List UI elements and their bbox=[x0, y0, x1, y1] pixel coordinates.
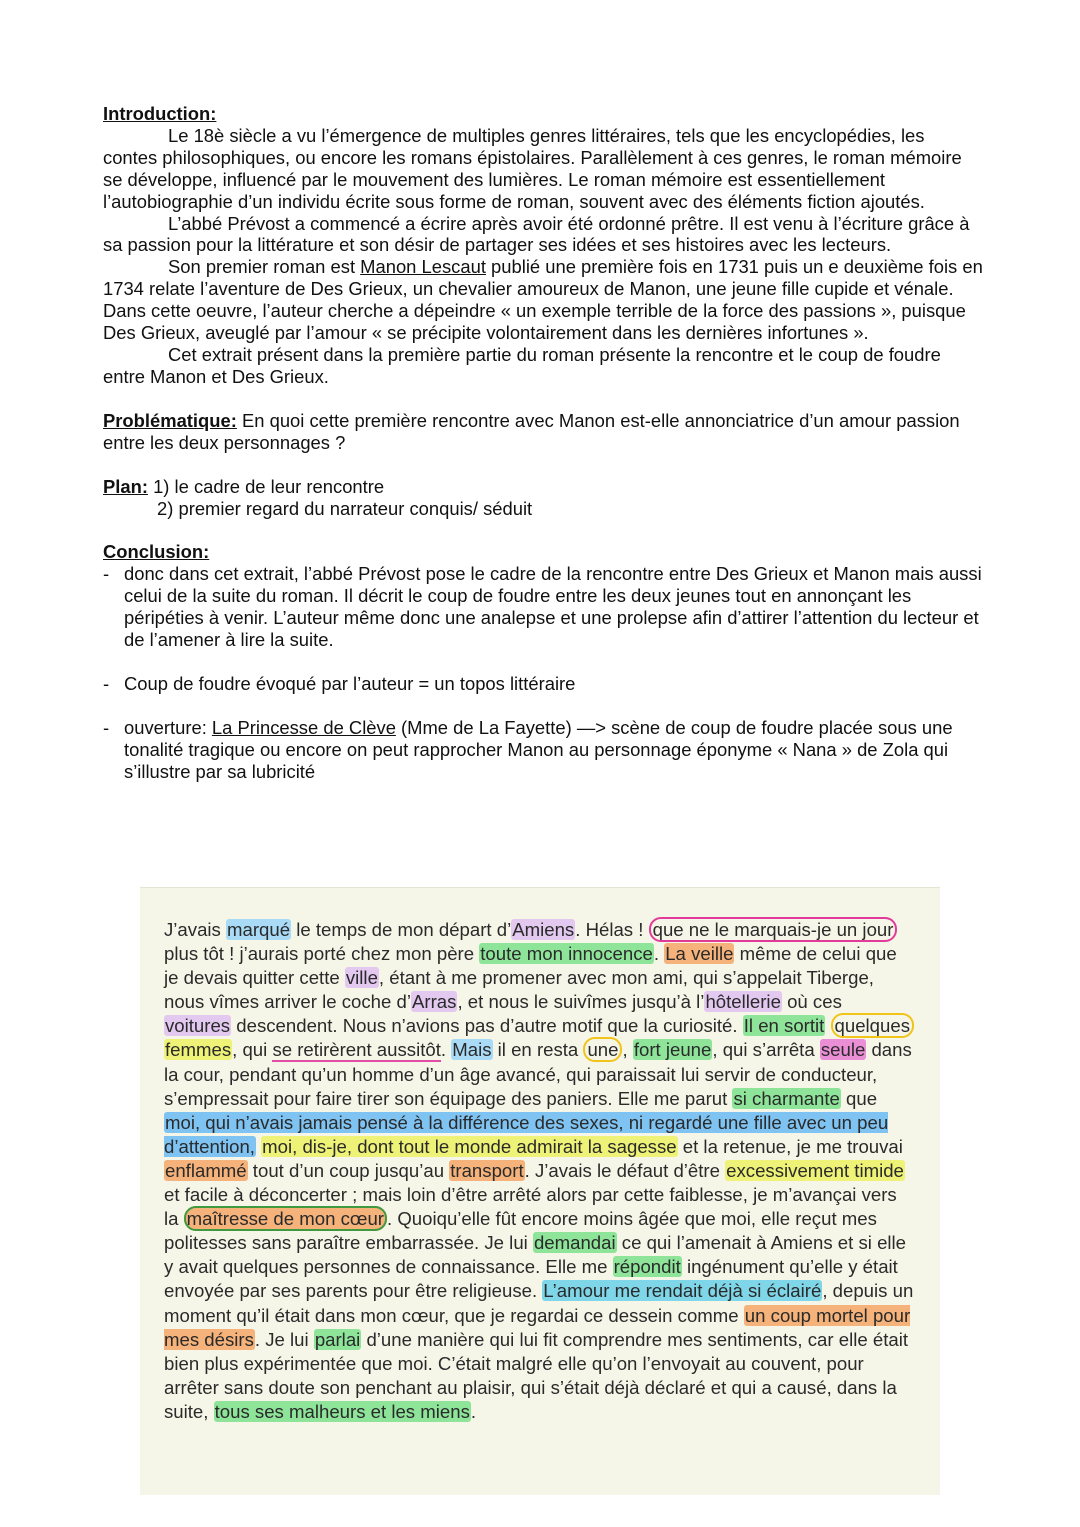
bullet-dash: - bbox=[103, 672, 110, 694]
conclusion-bullet-1-text: donc dans cet extrait, l’abbé Prévost pose le cadre de la rencontre entre Des Grieux et Manon mais aussi celui de la suite du roman. Il décrit le coup de foudre entre les deux jeunes tout en annonçant les péripéties à venir. L’auteur même donc une analepse et une prolepse afin d’attirer l’attention du lecteur et de l’amener à lire la suite. bbox=[124, 563, 982, 651]
excerpt-run: . bbox=[470, 1400, 477, 1422]
excerpt-run: où ces bbox=[781, 991, 842, 1013]
excerpt-run: . J’avais le défaut d’être bbox=[524, 1159, 726, 1181]
excerpt-highlight: demandai bbox=[533, 1232, 616, 1254]
conclusion-bullet-1 bbox=[103, 563, 983, 651]
bullet-dash: - bbox=[103, 563, 110, 585]
excerpt-highlight: La veille bbox=[665, 943, 734, 965]
excerpt-highlight: seule bbox=[820, 1039, 866, 1061]
excerpt-highlight: Mais bbox=[452, 1039, 492, 1061]
excerpt-run: et facile à déconcerter ; mais loin d’être arrêté alors par cette faiblesse, je m’avançai vers la bbox=[164, 1184, 897, 1230]
conclusion-bullet-3 bbox=[103, 717, 983, 783]
excerpt-highlight: parlai bbox=[314, 1328, 361, 1350]
excerpt-run: dans la cour, pendant qu’un homme d’un âge avancé, qui paraissait lui servir de conducteur, s’empressait pour faire tirer son équipage des paniers. Elle me parut bbox=[164, 1039, 912, 1109]
annotated-excerpt-box bbox=[140, 887, 940, 1495]
excerpt-highlight: Il en sortit bbox=[743, 1015, 825, 1037]
excerpt-run: , et nous le suivîmes jusqu’à l’ bbox=[457, 991, 705, 1013]
excerpt-run: et la retenue, je me trouvai bbox=[677, 1135, 903, 1157]
excerpt-run: ce qui l’amenait à Amiens et si elle y avait quelques personnes de connaissance. Elle me bbox=[164, 1232, 907, 1278]
bullet-dash: - bbox=[103, 716, 110, 738]
excerpt-circled-word: une bbox=[583, 1037, 622, 1062]
plan-item-2: 2) premier regard du narrateur conquis/ séduit bbox=[157, 497, 533, 519]
excerpt-run: . bbox=[440, 1039, 452, 1061]
excerpt-highlight: Amiens bbox=[512, 919, 575, 940]
excerpt-run: . Je lui bbox=[254, 1328, 314, 1350]
excerpt-highlight: toute mon innocence bbox=[480, 943, 653, 965]
excerpt-run: plus tôt ! bbox=[164, 943, 240, 965]
excerpt-highlight: un coup mortel pour mes désirs bbox=[164, 1304, 911, 1350]
notes-page bbox=[103, 103, 983, 783]
excerpt-highlight: L’amour me rendait déjà si éclairé bbox=[543, 1280, 822, 1302]
excerpt-run: , depuis un moment qu’il était dans mon cœur, que je regardai ce dessein comme bbox=[164, 1280, 914, 1326]
excerpt-run: j’aurais porté chez mon père bbox=[239, 943, 480, 965]
excerpt-run: , qui bbox=[232, 1039, 273, 1061]
introduction-heading: Introduction: bbox=[103, 103, 217, 124]
intro-paragraph-3-end: publié une première fois en 1731 puis un e deuxième fois en 1734 relate l’aventure de Des Grieux, un chevalier amoureux de Manon, une jeune fille cupide et vénale. Dans cette oeuvre, l’auteur cherche a dépeindre « un exemple terrible de la force des passions », puisque Des Grieux, aveuglé par l’amour « se précipite volontairement dans les dernières infortunes ». bbox=[103, 256, 983, 344]
excerpt-run: , bbox=[622, 1039, 633, 1061]
excerpt-run: que bbox=[840, 1087, 878, 1109]
book-title-manon-lescaut: Manon Lescaut bbox=[360, 256, 486, 278]
excerpt-run: descendent. Nous n’avions pas d’autre motif que la curiosité. bbox=[231, 1015, 743, 1037]
excerpt-highlight: transport bbox=[450, 1159, 524, 1181]
intro-paragraph-4: Cet extrait présent dans la première partie du roman présente la rencontre et le coup de foudre entre Manon et Des Grieux. bbox=[103, 343, 941, 387]
conclusion-bullet-2-text: Coup de foudre évoqué par l’auteur = un topos littéraire bbox=[124, 672, 576, 694]
problematique-text: En quoi cette première rencontre avec Manon est-elle annonciatrice d’un amour passion entre les deux personnages ? bbox=[103, 409, 960, 453]
excerpt-circled-highlight: maîtresse de mon cœur bbox=[184, 1206, 387, 1231]
conclusion-bullet-2 bbox=[103, 673, 983, 695]
excerpt-run: tout d’un coup jusqu’au bbox=[247, 1159, 450, 1181]
problematique bbox=[103, 410, 983, 454]
excerpt-run: . Quoiqu’elle fût encore moins âgée que moi, elle reçut mes politesses sans paraître embarrassée. Je lui bbox=[164, 1208, 877, 1254]
intro-paragraph-2: L’abbé Prévost a commencé a écrire après avoir été ordonné prêtre. Il est venu à l’écriture grâce à sa passion pour la littérature et son désir de partager ses idées et ses histoires avec les lecteurs. bbox=[103, 212, 970, 256]
conclusion-heading: Conclusion: bbox=[103, 541, 210, 563]
intro-paragraph-1: Le 18è siècle a vu l’émergence de multiples genres littéraires, tels que les encyclopédies, les contes philosophiques, ou encore les romans épistolaires. Parallèlement à ces genres, le roman mémoire se développe, influencé par le mouvement des lumières. Le roman mémoire est essentiellement l’autobiographie d’un individu écrite sous forme de roman, souvent avec des éléments fiction ajoutés. bbox=[103, 124, 962, 212]
excerpt-run: ingénument qu’elle y était envoyée par ses parents pour être religieuse. bbox=[164, 1256, 898, 1302]
excerpt-highlight: répondit bbox=[613, 1256, 681, 1278]
excerpt-text bbox=[164, 918, 914, 1424]
excerpt-run: J’avais bbox=[164, 919, 227, 940]
conclusion-list bbox=[103, 563, 983, 782]
excerpt-circled-word: quelques bbox=[831, 1013, 914, 1038]
intro-paragraph-3 bbox=[103, 256, 983, 344]
excerpt-underlined-phrase: se retirèrent aussitôt bbox=[272, 1039, 441, 1061]
book-title-princesse-de-cleves: La Princesse de Clève bbox=[211, 716, 396, 738]
excerpt-run: . bbox=[653, 943, 665, 965]
excerpt-highlight: ville bbox=[345, 967, 378, 989]
excerpt-highlight: fort jeune bbox=[633, 1039, 712, 1061]
excerpt-run bbox=[825, 1015, 830, 1036]
excerpt-run: , étant à me promener avec mon ami, qui s’appelait Tiberge, nous vîmes arriver le coche d’ bbox=[164, 967, 874, 1013]
conclusion-bullet-3-start: ouverture: bbox=[124, 716, 212, 738]
plan bbox=[103, 476, 983, 498]
excerpt-highlight: marqué bbox=[227, 919, 291, 940]
excerpt-run: , qui s’arrêta bbox=[712, 1039, 820, 1061]
excerpt-highlight: tous ses malheurs et les miens bbox=[214, 1400, 470, 1422]
excerpt-highlight: si charmante bbox=[733, 1087, 840, 1109]
excerpt-highlight: moi, qui n’avais jamais pensé à la différence des sexes, ni regardé une fille avec un peu d’attention, bbox=[164, 1111, 889, 1157]
excerpt-run: le temps de mon départ d’ bbox=[291, 919, 512, 940]
problematique-label: Problématique: bbox=[103, 409, 237, 431]
excerpt-run: . Hélas ! bbox=[575, 919, 649, 940]
excerpt-run: d’une manière qui lui fit comprendre mes sentiments, car elle était bien plus expérimentée que moi. C’était malgré elle qu’on l’envoyait au couvent, pour arrêter sans doute son penchant au plaisir, qui s’était déjà déclaré et qui a causé, dans la suite, bbox=[164, 1328, 909, 1422]
excerpt-circled-phrase: que ne le marquais-je un jour bbox=[649, 917, 898, 942]
intro-paragraph-3-start: Son premier roman est bbox=[168, 256, 361, 278]
excerpt-highlight: excessivement timide bbox=[726, 1159, 904, 1181]
excerpt-highlight: moi, dis-je, dont tout le monde admirait la sagesse bbox=[262, 1135, 677, 1157]
excerpt-run: il en resta bbox=[492, 1039, 584, 1061]
plan-item-1: 1) le cadre de leur rencontre bbox=[147, 475, 385, 497]
excerpt-highlight: enflammé bbox=[165, 1159, 247, 1181]
excerpt-highlight: femmes bbox=[165, 1039, 232, 1061]
conclusion-bullet-3-end: (Mme de La Fayette) —> scène de coup de foudre placée sous une tonalité tragique ou encore on peut rapprocher Manon au personnage éponyme « Nana » de Zola qui s’illustre par sa lubricité bbox=[124, 716, 953, 782]
plan-label: Plan: bbox=[103, 475, 148, 497]
excerpt-highlight: hôtellerie bbox=[705, 991, 781, 1013]
excerpt-highlight: voitures bbox=[165, 1015, 231, 1037]
excerpt-highlight: Arras bbox=[412, 991, 457, 1013]
excerpt-run: même de celui que je devais quitter cette bbox=[164, 943, 897, 989]
